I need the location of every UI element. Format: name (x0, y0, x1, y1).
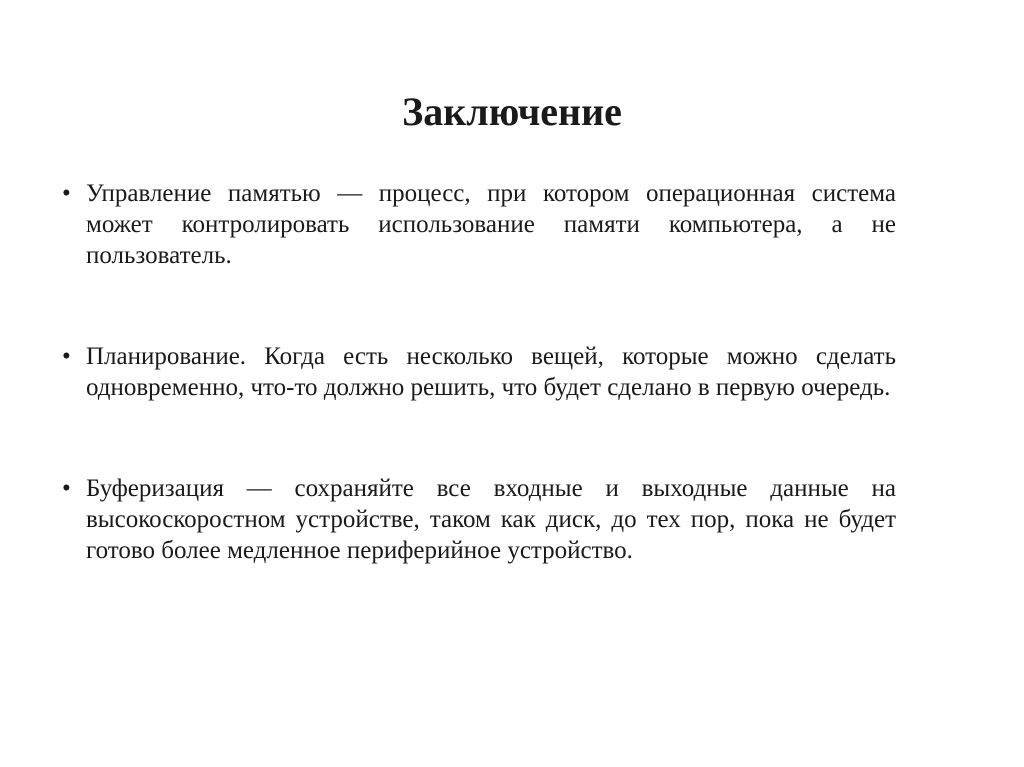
bullet-text: Планирование. Когда есть несколько вещей, которые можно сделать одновременно, что-то должно решить, что будет сделано в первую очередь. (86, 343, 896, 401)
bullet-item-scheduling (62, 341, 896, 403)
bullet-item-buffering (62, 473, 896, 566)
bullet-icon: • (62, 343, 71, 370)
bullet-text: Буферизация — сохраняйте все входные и выходные данные на высокоскоростном устройстве, таком как диск, до тех пор, пока не будет готово более медленное периферийное устройство. (86, 475, 896, 564)
bullet-icon: • (62, 475, 71, 502)
bullet-item-memory-management (62, 178, 896, 271)
bullet-list (62, 178, 896, 566)
slide-title: Заключение (402, 89, 622, 134)
bullet-text: Управление памятью — процесс, при котором операционная система может контролировать использование памяти компьютера, а не пользователь. (86, 180, 896, 269)
bullet-icon: • (62, 180, 71, 207)
